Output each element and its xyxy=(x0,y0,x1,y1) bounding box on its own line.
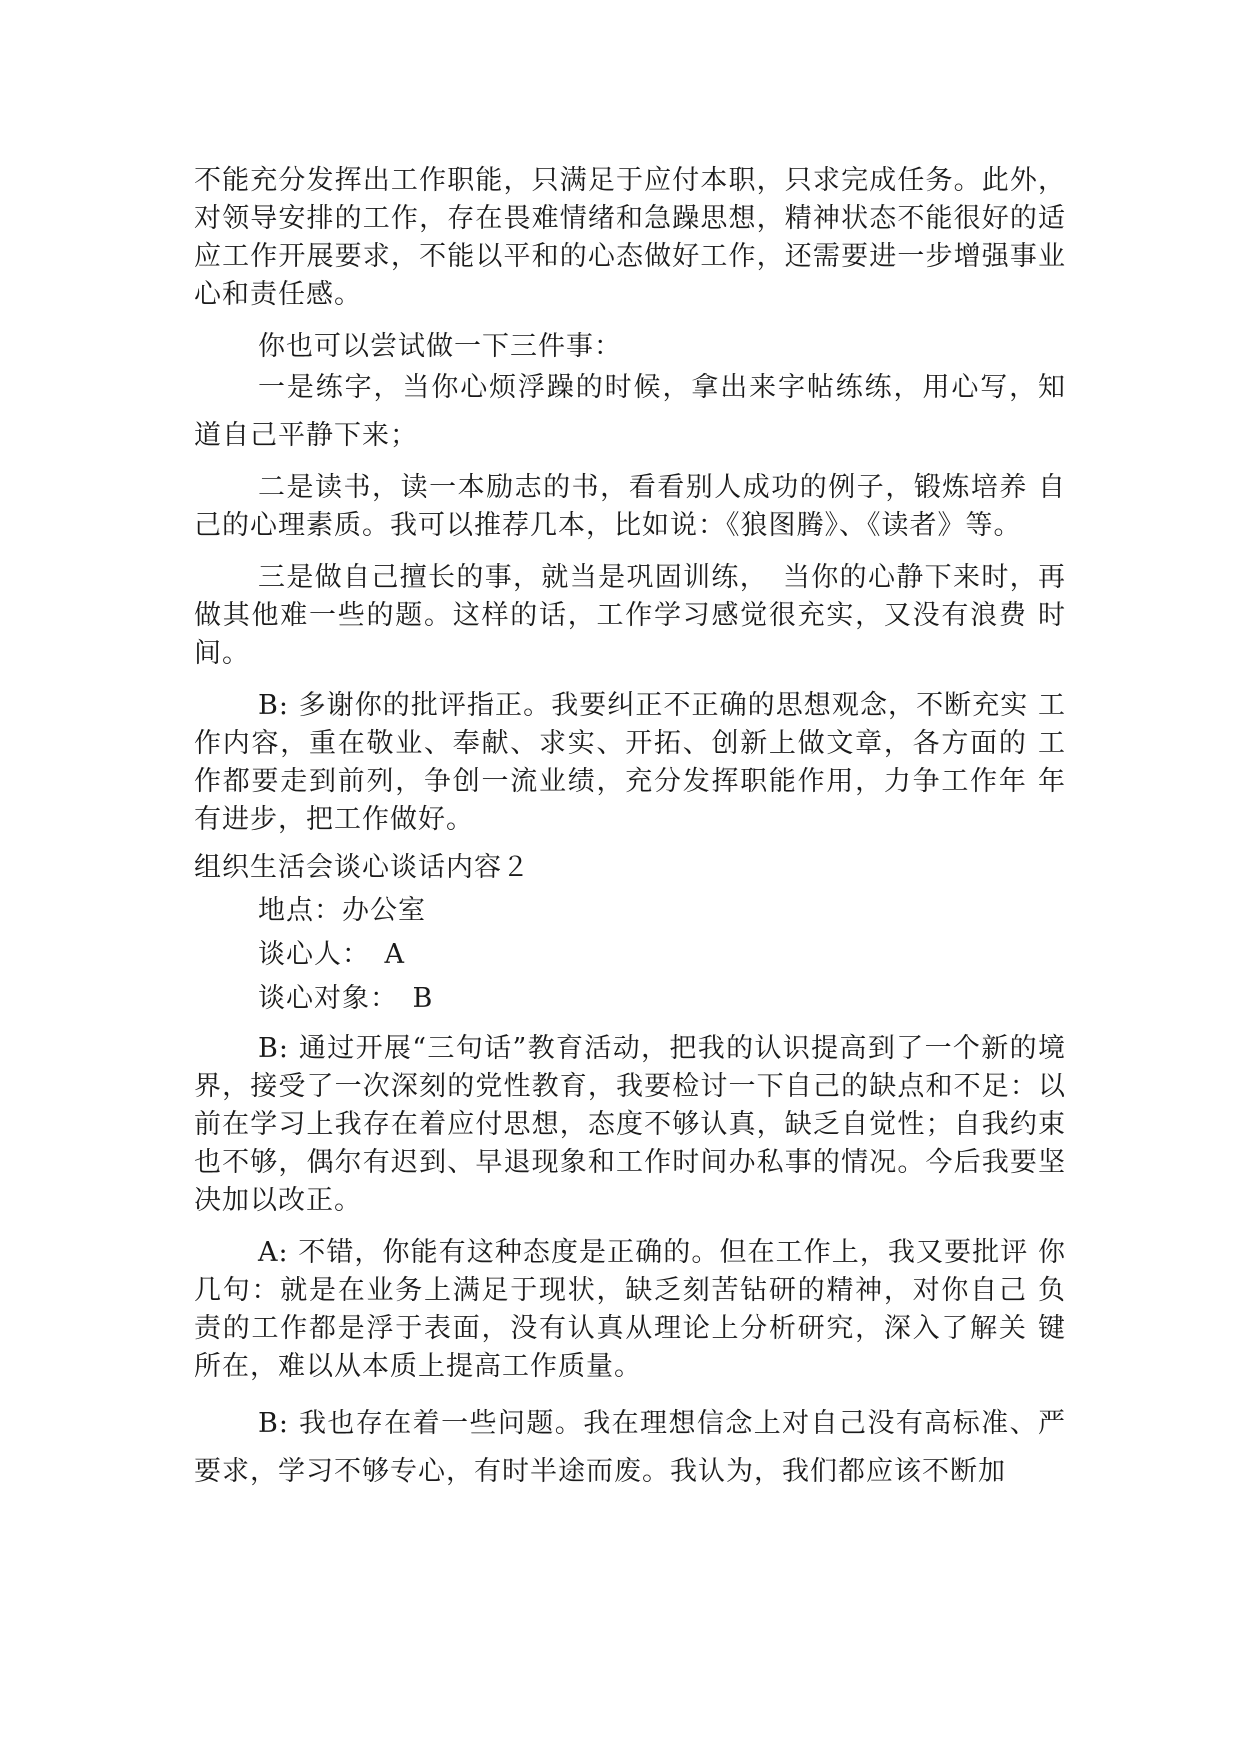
section-heading: 组织生活会谈心谈话内容２ xyxy=(194,852,530,883)
dialogue-b-problems: B: 我也存在着一些问题。我在理想信念上对自己没有高标准、严要求，学习不够专心，有时半途而废。我认为，我们都应该不断加 xyxy=(194,1408,1066,1487)
paragraph-practice-writing: 一是练字，当你心烦浮躁的时候，拿出来字帖练练，用心写，知道自己平静下来； xyxy=(194,372,1066,451)
dialogue-b-self-review: B: 通过开展“三句话”教育活动，把我的认识提高到了一个新的境界，接受了一次深刻的党性教育，我要检讨一下自己的缺点和不足：以前在学习上我存在着应付思想，态度不够认真，缺乏自觉性；自我约束也不够，偶尔有迟到、早退现象和工作时间办私事的情况。今后我要坚决加以改正。 xyxy=(194,1033,1066,1216)
paragraph-read-books: 二是读书，读一本励志的书，看看别人成功的例子，锻炼培养 自己的心理素质。我可以推荐几本，比如说：《狼图腾》、《读者》等。 xyxy=(194,472,1066,541)
paragraph-b-response: B: 多谢你的批评指正。我要纠正不正确的思想观念，不断充实 工作内容，重在敬业、奉献、求实、开拓、创新上做文章，各方面的 工作都要走到前列，争创一流业绩，充分发挥职能作用，力争工作年 年有进步，把工作做好。 xyxy=(194,690,1066,835)
meta-place: 地点：办公室 xyxy=(258,895,426,926)
meta-speaker: 谈心人： A xyxy=(258,939,405,970)
paragraph-continued: 不能充分发挥出工作职能，只满足于应付本职，只求完成任务。此外，对领导安排的工作，存在畏难情绪和急躁思想，精神状态不能很好的适应工作开展要求，不能以平和的心态做好工作，还需要进一步增强事业心和责任感。 xyxy=(194,165,1066,310)
paragraph-three-things-intro: 你也可以尝试做一下三件事： xyxy=(258,331,622,362)
dialogue-a-criticism: A: 不错，你能有这种态度是正确的。但在工作上，我又要批评 你几句：就是在业务上满足于现状，缺乏刻苦钻研的精神，对你自己 负责的工作都是浮于表面，没有认真从理论上分析研究，深入了解关 键所在，难以从本质上提高工作质量。 xyxy=(194,1237,1066,1382)
meta-listener: 谈心对象： B xyxy=(258,983,434,1014)
paragraph-do-strengths: 三是做自己擅长的事，就当是巩固训练， 当你的心静下来时，再做其他难一些的题。这样的话，工作学习感觉很充实，又没有浪费 时间。 xyxy=(194,562,1066,669)
document-body xyxy=(194,162,1066,1496)
